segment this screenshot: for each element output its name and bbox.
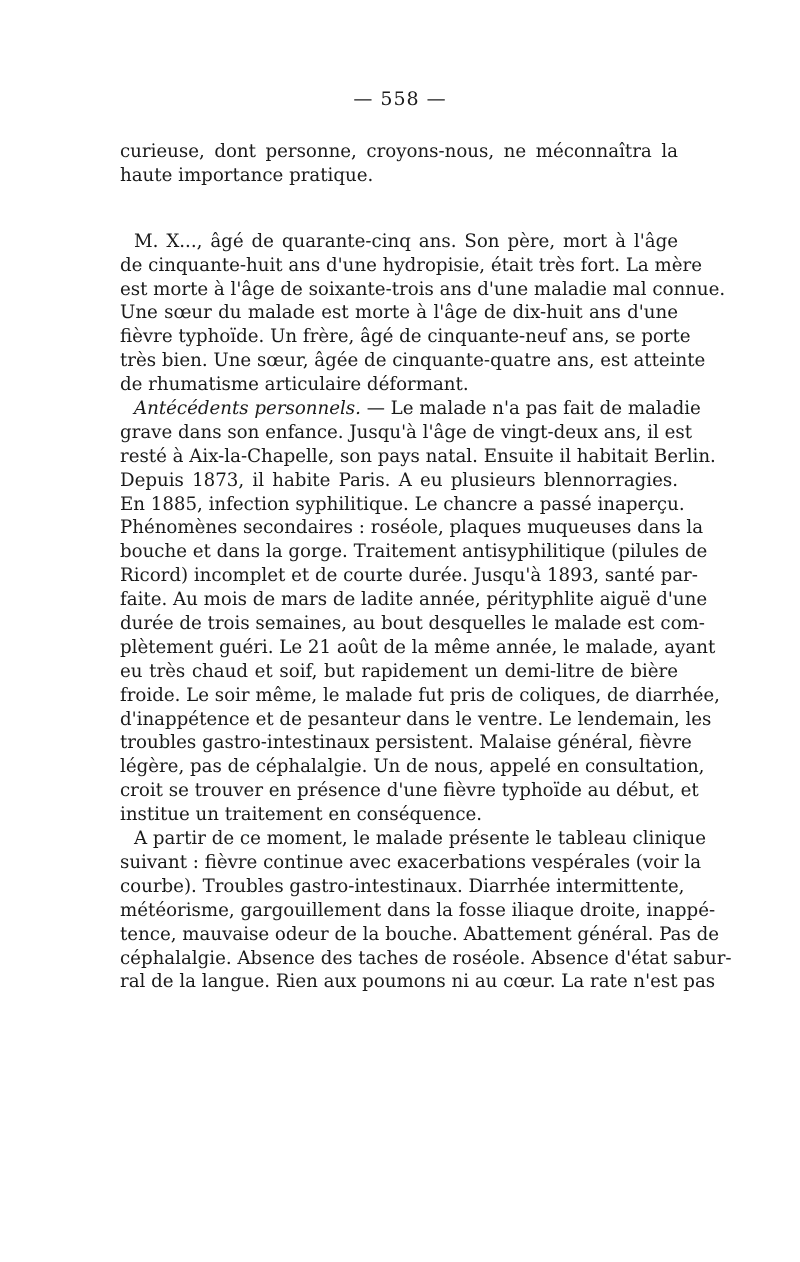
text-line: Depuis 1873, il habite Paris. A eu plusieurs blennorragies. (120, 469, 678, 491)
text-line: institue un traitement en conséquence. (120, 804, 483, 826)
text-line: ral de la langue. Rien aux poumons ni au cœur. La rate n'est pas (120, 971, 716, 993)
text-line: courbe). Troubles gastro-intestinaux. Diarrhée intermittente, (120, 875, 685, 897)
text-line: Phénomènes secondaires : roséole, plaques muqueuses dans la (120, 517, 704, 539)
text-line: très bien. Une sœur, âgée de cinquante-quatre ans, est atteinte (120, 350, 706, 372)
text-line: A partir de ce moment, le malade présente le tableau clinique (134, 828, 707, 850)
paragraph-gap (120, 188, 678, 230)
text-line: resté à Aix-la-Chapelle, son pays natal. Ensuite il habitait Berlin. (120, 445, 716, 467)
text-line: froide. Le soir même, le malade fut pris de coliques, de diarrhée, (120, 684, 720, 706)
page-number: — 558 — (353, 88, 447, 110)
text-line: suivant : fièvre continue avec exacerbations vespérales (voir la (120, 851, 702, 873)
text-line: est morte à l'âge de soixante-trois ans d'une maladie mal connue. (120, 278, 726, 300)
body-text (120, 140, 732, 994)
text-line: faite. Au mois de mars de ladite année, pérityphlite aiguë d'une (120, 589, 708, 611)
text-line: tence, mauvaise odeur de la bouche. Abattement général. Pas de (120, 923, 720, 945)
text-line: Une sœur du malade est morte à l'âge de dix-huit ans d'une (120, 302, 678, 324)
text-line: bouche et dans la gorge. Traitement antisyphilitique (pilules de (120, 541, 708, 563)
text-line: plètement guéri. Le 21 août de la même année, le malade, ayant (120, 636, 716, 658)
text-line (120, 397, 701, 421)
text-line: curieuse, dont personne, croyons-nous, ne méconnaîtra la (120, 141, 678, 162)
text-segment: — Le malade n'a pas fait de maladie (360, 398, 701, 420)
text-line: fièvre typhoïde. Un frère, âgé de cinquante-neuf ans, se porte (120, 326, 691, 348)
text-line: grave dans son enfance. Jusqu'à l'âge de vingt-deux ans, il est (120, 421, 693, 443)
text-line: troubles gastro-intestinaux persistent. Malaise général, fièvre (120, 732, 692, 754)
text-line: légère, pas de céphalalgie. Un de nous, appelé en consultation, (120, 756, 705, 778)
text-line: M. X..., âgé de quarante-cinq ans. Son père, mort à l'âge (134, 230, 678, 252)
text-line: d'inappétence et de pesanteur dans le ventre. Le lendemain, les (120, 708, 712, 730)
text-line: haute importance pratique. (120, 164, 374, 186)
text-line: durée de trois semaines, au bout desquelles le malade est com- (120, 613, 705, 635)
text-line: Ricord) incomplet et de courte durée. Jusqu'à 1893, santé par- (120, 565, 698, 587)
text-line: météorisme, gargouillement dans la fosse iliaque droite, inappé- (120, 899, 716, 921)
text-line: En 1885, infection syphilitique. Le chancre a passé inaperçu. (120, 493, 685, 515)
section-heading: Antécédents personnels. (134, 398, 361, 420)
text-line: céphalalgie. Absence des taches de roséole. Absence d'état sabur- (120, 947, 732, 969)
text-line: eu très chaud et soif, but rapidement un demi-litre de bière (120, 660, 678, 682)
text-line: de cinquante-huit ans d'une hydropisie, était très fort. La mère (120, 254, 702, 276)
text-line: de rhumatisme articulaire déformant. (120, 374, 469, 396)
text-line: croit se trouver en présence d'une fièvre typhoïde au début, et (120, 780, 699, 802)
